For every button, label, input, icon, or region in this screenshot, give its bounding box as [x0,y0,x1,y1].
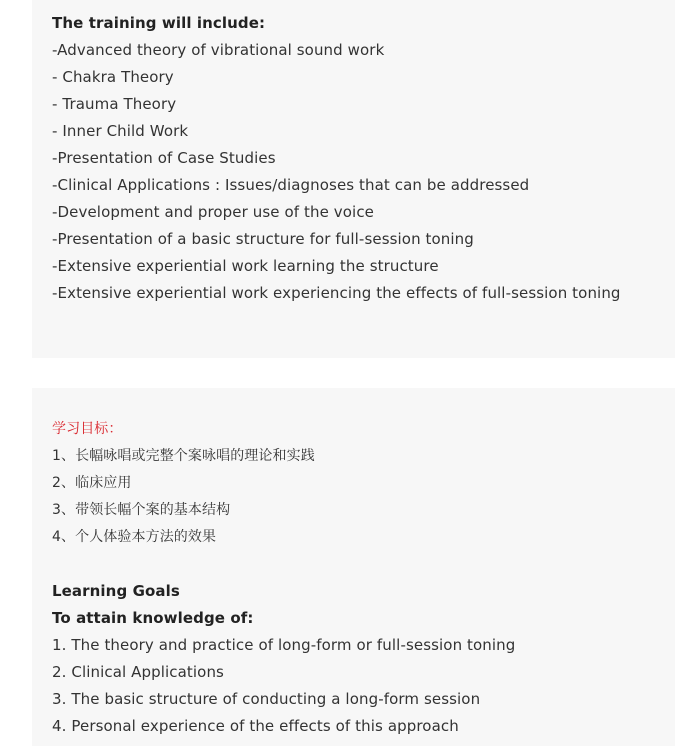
goals-en-item: 2. Clinical Applications [52,663,224,681]
goals-en-subheading: To attain knowledge of: [52,609,254,627]
goals-cn-item: 1、长幅咏唱或完整个案咏唱的理论和实践 [52,448,315,464]
training-item: -Clinical Applications : Issues/diagnoses that can be addressed [52,176,530,194]
training-section [32,0,675,358]
training-item: -Presentation of a basic structure for full-session toning [52,230,474,248]
training-item: - Chakra Theory [52,68,174,86]
training-item: -Development and proper use of the voice [52,203,374,221]
training-item: - Trauma Theory [52,95,177,113]
section-spacer [52,551,675,578]
goals-en-item: 4. Personal experience of the effects of this approach [52,717,459,735]
learning-goals-section [32,388,675,746]
goals-cn-item: 4、个人体验本方法的效果 [52,529,217,545]
training-item: -Extensive experiential work learning the structure [52,257,439,275]
goals-en-item: 1. The theory and practice of long-form or full-session toning [52,636,516,654]
goals-en-heading: Learning Goals [52,582,180,600]
training-item: - Inner Child Work [52,122,189,140]
goals-en-item: 3. The basic structure of conducting a long-form session [52,690,481,708]
training-item: -Advanced theory of vibrational sound work [52,41,385,59]
training-item: -Extensive experiential work experiencing the effects of full-session toning [52,284,621,302]
training-item: -Presentation of Case Studies [52,149,276,167]
goals-cn-heading: 学习目标： [52,421,123,437]
goals-cn-item: 3、带领长幅个案的基本结构 [52,502,231,518]
goals-cn-item: 2、临床应用 [52,475,132,491]
training-heading: The training will include: [52,14,266,32]
